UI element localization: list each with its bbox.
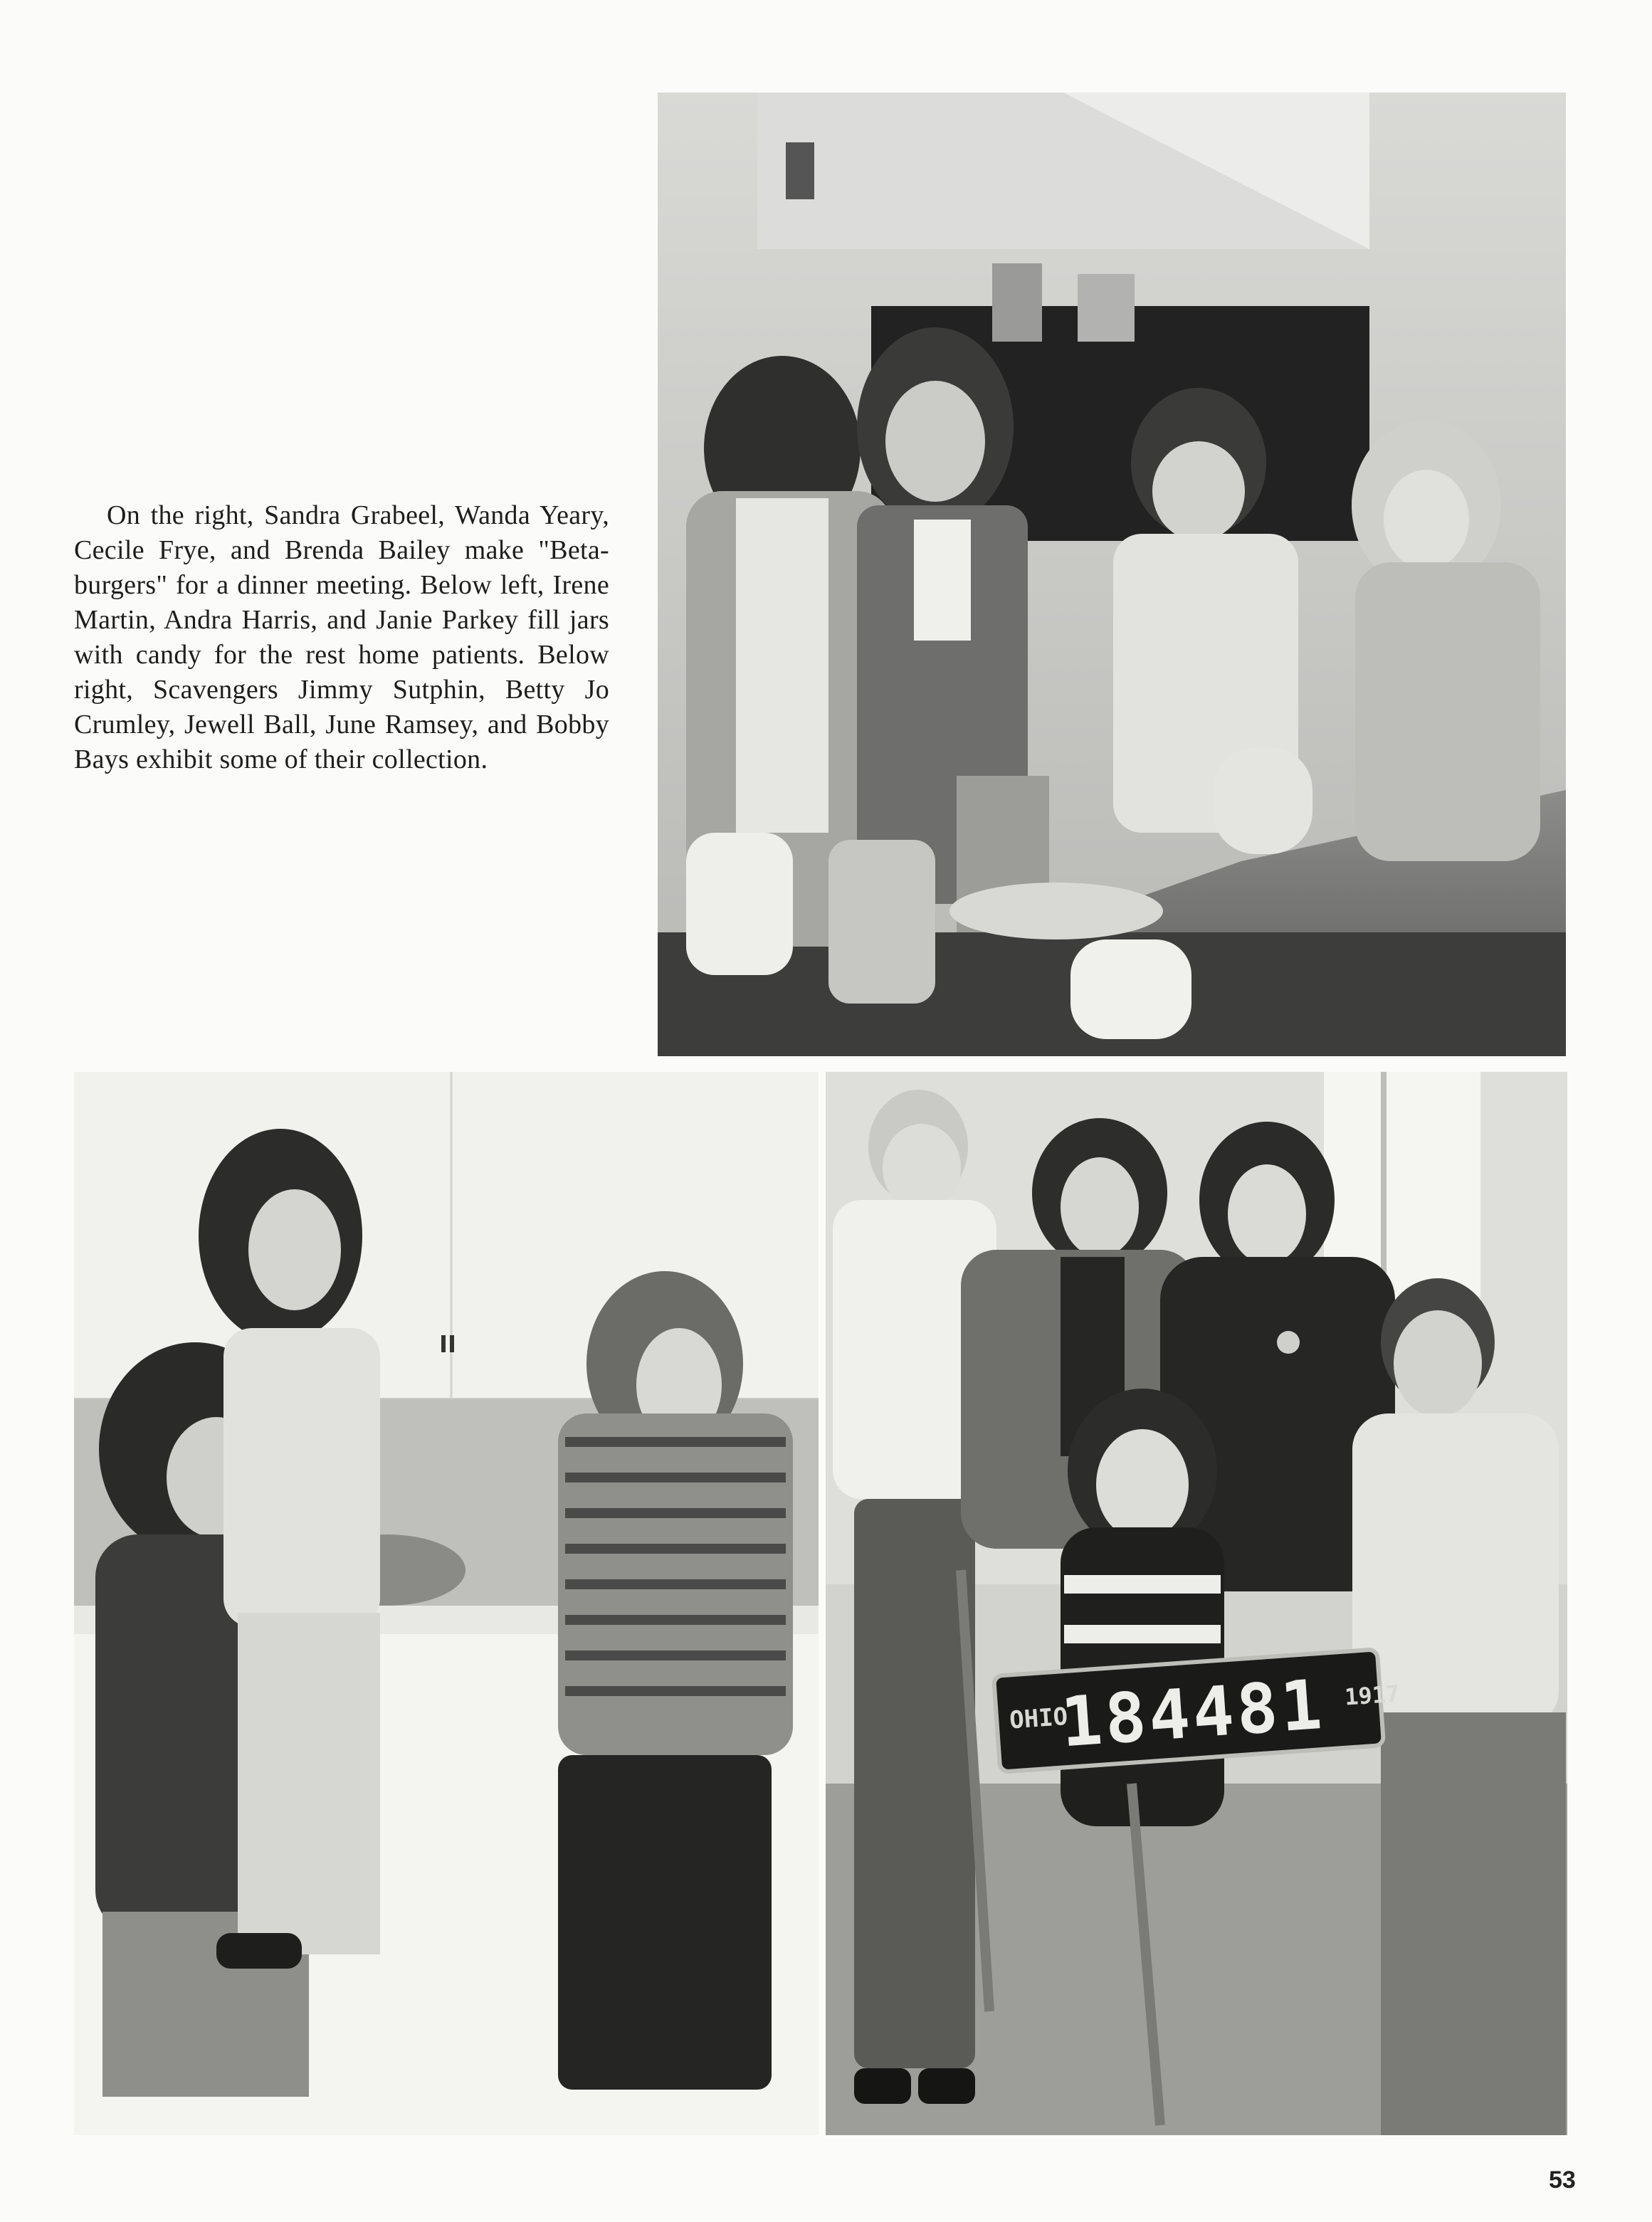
kitchen-photo-illustration	[658, 93, 1566, 1056]
photo-caption: On the right, Sandra Grabeel, Wanda Yeary, Cecile Frye, and Brenda Bailey make "Beta-burgers" for a dinner meeting. Below left, Irene Martin, Andra Harris, and Janie Parkey fill jars with candy for the rest home patients. Below right, Scavengers Jimmy Sutphin, Betty Jo Crumley, Jewell Ball, June Ramsey, and Bobby Bays exhibit some of their collection.	[74, 500, 609, 774]
plate-number: 184481	[1058, 1664, 1327, 1763]
photo-candy-jars	[74, 1072, 819, 2135]
candy-jars-illustration	[74, 1072, 819, 2135]
plate-year: 1917	[1343, 1680, 1401, 1711]
scavengers-illustration	[826, 1072, 1567, 2135]
photo-scavengers	[826, 1072, 1567, 2135]
photo-kitchen-cooking	[658, 93, 1566, 1056]
page-number: 53	[1549, 2166, 1576, 2194]
plate-state: OHIO	[1009, 1702, 1069, 1735]
